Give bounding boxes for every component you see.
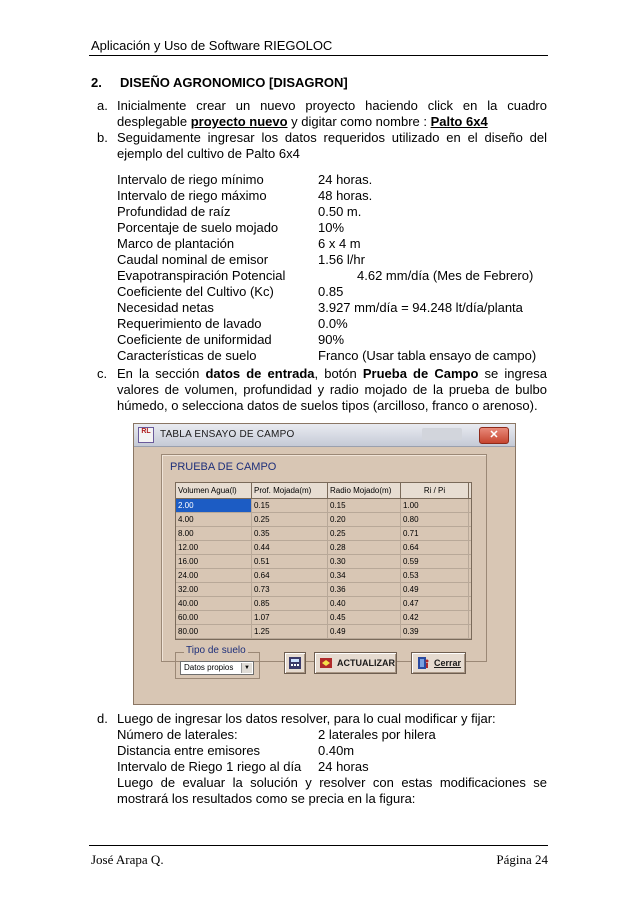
- table-row[interactable]: [176, 611, 471, 625]
- table-cell[interactable]: 0.30: [328, 555, 401, 568]
- section-heading: [91, 75, 348, 90]
- item-c-line3: húmedo, o selecciona datos de suelos tipos (arcilloso, franco o arenoso).: [117, 398, 538, 413]
- setting-row: [117, 727, 547, 743]
- table-cell[interactable]: 0.64: [252, 569, 328, 582]
- item-d-marker: d.: [97, 711, 108, 726]
- setting-row: [117, 759, 547, 775]
- column-header[interactable]: Radio Mojado(m): [328, 483, 401, 498]
- close-button[interactable]: [411, 652, 466, 674]
- item-d-line6: mostrará los resultados como se precia en la figura:: [117, 791, 416, 806]
- param-row: [117, 268, 534, 284]
- chevron-down-icon[interactable]: ▼: [241, 663, 252, 673]
- exit-door-icon: [416, 656, 430, 670]
- soil-type-value: Datos propios: [184, 663, 234, 672]
- column-header[interactable]: Ri / Pi: [401, 483, 469, 498]
- item-b: [97, 130, 547, 162]
- param-label: Caudal nominal de emisor: [117, 252, 269, 267]
- table-cell[interactable]: 0.45: [328, 611, 401, 624]
- item-a-link: proyecto nuevo: [190, 114, 288, 129]
- table-cell[interactable]: 0.25: [252, 513, 328, 526]
- group-title: PRUEBA DE CAMPO: [170, 461, 277, 473]
- item-c-text: En la sección: [117, 366, 206, 381]
- param-row: [117, 284, 344, 300]
- item-a-project-name: Palto 6x4: [430, 114, 488, 129]
- item-a: [97, 98, 547, 130]
- field-test-grid[interactable]: [175, 482, 472, 640]
- item-b-line2: ejemplo del cultivo de Palto 6x4: [117, 146, 300, 161]
- setting-value: 0.40m: [318, 743, 355, 758]
- param-label: Profundidad de raíz: [117, 204, 231, 219]
- footer-page-number: Página 24: [496, 852, 548, 867]
- param-label: Marco de plantación: [117, 236, 235, 251]
- item-c-text: , botón: [314, 366, 363, 381]
- param-label: Características de suelo: [117, 348, 257, 363]
- param-value: 3.927 mm/día = 94.248 lt/día/planta: [318, 300, 523, 315]
- item-c: [97, 366, 547, 414]
- table-row[interactable]: [176, 625, 471, 639]
- table-cell[interactable]: 0.25: [328, 527, 401, 540]
- app-icon: RL: [138, 427, 154, 443]
- table-cell[interactable]: 0.44: [252, 541, 328, 554]
- item-c-line1: [117, 366, 547, 382]
- item-d-line5: Luego de evaluar la solución y resolver con estas modificaciones se: [117, 775, 547, 790]
- param-value: 4.62 mm/día (Mes de Febrero): [357, 268, 534, 283]
- setting-label: Número de laterales:: [117, 727, 238, 742]
- grid-header: [176, 483, 471, 499]
- table-cell[interactable]: 0.15: [252, 499, 328, 512]
- dialog-titlebar: [134, 424, 515, 447]
- param-label: Porcentaje de suelo mojado: [117, 220, 279, 235]
- table-cell[interactable]: 24.00: [176, 569, 252, 582]
- grid-body: [176, 499, 471, 639]
- param-label: Evapotranspiración Potencial: [117, 268, 286, 283]
- table-cell[interactable]: 2.00: [176, 499, 252, 512]
- param-label: Intervalo de riego máximo: [117, 188, 267, 203]
- setting-label: Distancia entre emisores: [117, 743, 261, 758]
- param-value: Franco (Usar tabla ensayo de campo): [318, 348, 537, 363]
- param-value: 10%: [318, 220, 345, 235]
- item-a-marker: a.: [97, 98, 108, 113]
- field-test-dialog: [133, 423, 516, 705]
- table-cell[interactable]: 0.49: [401, 583, 469, 596]
- param-label: Coeficiente de uniformidad: [117, 332, 272, 347]
- table-row[interactable]: [176, 513, 471, 527]
- param-label: Coeficiente del Cultivo (Kc): [117, 284, 274, 299]
- table-row[interactable]: [176, 597, 471, 611]
- param-row: [117, 204, 362, 220]
- item-a-line2: [117, 114, 488, 129]
- table-cell[interactable]: 0.47: [401, 597, 469, 610]
- calculator-button[interactable]: [284, 652, 306, 674]
- table-cell[interactable]: 0.15: [328, 499, 401, 512]
- table-cell[interactable]: 1.25: [252, 625, 328, 638]
- soil-type-select[interactable]: [180, 661, 254, 675]
- setting-value: 2 laterales por hilera: [318, 727, 436, 742]
- table-cell[interactable]: 40.00: [176, 597, 252, 610]
- table-row[interactable]: [176, 499, 471, 513]
- table-row[interactable]: [176, 527, 471, 541]
- item-a-prefix: desplegable: [117, 114, 191, 129]
- column-header[interactable]: Prof. Mojada(m): [252, 483, 328, 498]
- param-row: [117, 348, 537, 364]
- footer-divider: [89, 845, 548, 846]
- param-row: [117, 220, 345, 236]
- table-cell[interactable]: 0.34: [328, 569, 401, 582]
- field-test-group: [161, 454, 487, 662]
- param-value: 0.85: [318, 284, 344, 299]
- table-cell[interactable]: 0.51: [252, 555, 328, 568]
- param-value: 90%: [318, 332, 345, 347]
- close-window-button[interactable]: ✕: [479, 427, 509, 444]
- table-cell[interactable]: 0.64: [401, 541, 469, 554]
- table-cell[interactable]: 1.00: [401, 499, 469, 512]
- table-cell[interactable]: 0.73: [252, 583, 328, 596]
- close-label: Cerrar: [434, 658, 462, 668]
- param-value: 6 x 4 m: [318, 236, 361, 251]
- table-cell[interactable]: 0.80: [401, 513, 469, 526]
- title-ghost: [422, 428, 462, 440]
- table-cell[interactable]: 16.00: [176, 555, 252, 568]
- item-b-line1: Seguidamente ingresar los datos requeridos utilizado en el diseño del: [117, 130, 547, 145]
- soil-type-group: [175, 645, 260, 679]
- setting-label: Intervalo de Riego 1 riego al día: [117, 759, 302, 774]
- table-cell[interactable]: 12.00: [176, 541, 252, 554]
- setting-value: 24 horas: [318, 759, 369, 774]
- soil-type-legend: Tipo de suelo: [186, 645, 246, 656]
- param-row: [117, 300, 523, 316]
- table-cell[interactable]: 4.00: [176, 513, 252, 526]
- item-c-bold-button: Prueba de Campo: [362, 366, 479, 381]
- table-row[interactable]: [176, 555, 471, 569]
- param-label: Necesidad netas: [117, 300, 214, 315]
- setting-row: [117, 743, 547, 759]
- table-cell[interactable]: 0.35: [252, 527, 328, 540]
- header-divider: [89, 55, 548, 56]
- table-cell[interactable]: 0.39: [401, 625, 469, 638]
- table-cell[interactable]: 0.71: [401, 527, 469, 540]
- table-row[interactable]: [176, 569, 471, 583]
- table-cell[interactable]: 1.07: [252, 611, 328, 624]
- table-cell[interactable]: 0.49: [328, 625, 401, 638]
- table-cell[interactable]: 60.00: [176, 611, 252, 624]
- param-label: Intervalo de riego mínimo: [117, 172, 264, 187]
- table-cell[interactable]: 0.42: [401, 611, 469, 624]
- footer-author: José Arapa Q.: [91, 852, 164, 867]
- item-c-marker: c.: [97, 366, 108, 381]
- table-cell[interactable]: 0.28: [328, 541, 401, 554]
- param-value: 1.56 l/hr: [318, 252, 365, 267]
- param-row: [117, 252, 365, 268]
- param-row: [117, 188, 373, 204]
- param-row: [117, 236, 361, 252]
- table-cell[interactable]: 32.00: [176, 583, 252, 596]
- item-d: [97, 711, 547, 807]
- item-c-line2: valores de volumen, profundidad y radio mojado de la prueba de bulbo: [117, 382, 547, 397]
- table-cell[interactable]: 0.59: [401, 555, 469, 568]
- table-cell[interactable]: 0.40: [328, 597, 401, 610]
- header-title: Aplicación y Uso de Software RIEGOLOC: [91, 38, 333, 53]
- section-title: DISEÑO AGRONOMICO [DISAGRON]: [120, 75, 348, 90]
- table-cell[interactable]: 0.53: [401, 569, 469, 582]
- item-c-text: se ingresa: [478, 366, 547, 381]
- table-row[interactable]: [176, 583, 471, 597]
- table-cell[interactable]: 0.36: [328, 583, 401, 596]
- calculator-icon: [288, 656, 302, 670]
- param-label: Requerimiento de lavado: [117, 316, 262, 331]
- column-header[interactable]: Volumen Agua(l): [176, 483, 252, 498]
- item-a-middle: y digitar como nombre :: [287, 114, 431, 129]
- param-row: [117, 172, 373, 188]
- table-cell[interactable]: 0.20: [328, 513, 401, 526]
- dialog-title: TABLA ENSAYO DE CAMPO: [160, 429, 295, 440]
- table-cell[interactable]: 80.00: [176, 625, 252, 638]
- item-a-line1: Inicialmente crear un nuevo proyecto haciendo click en la cuadro: [117, 98, 547, 113]
- param-row: [117, 332, 345, 348]
- section-number: 2.: [91, 75, 102, 90]
- update-button[interactable]: [314, 652, 397, 674]
- param-value: 0.0%: [318, 316, 348, 331]
- table-cell[interactable]: 0.85: [252, 597, 328, 610]
- param-value: 24 horas.: [318, 172, 373, 187]
- item-c-bold-section: datos de entrada: [205, 366, 315, 381]
- update-icon: [319, 656, 333, 670]
- param-value: 48 horas.: [318, 188, 373, 203]
- param-row: [117, 316, 348, 332]
- item-b-marker: b.: [97, 130, 108, 145]
- update-label: ACTUALIZAR: [337, 658, 395, 668]
- parameter-list: [117, 172, 537, 364]
- item-d-intro: Luego de ingresar los datos resolver, para lo cual modificar y fijar:: [117, 711, 496, 726]
- table-cell[interactable]: 8.00: [176, 527, 252, 540]
- table-row[interactable]: [176, 541, 471, 555]
- param-value: 0.50 m.: [318, 204, 362, 219]
